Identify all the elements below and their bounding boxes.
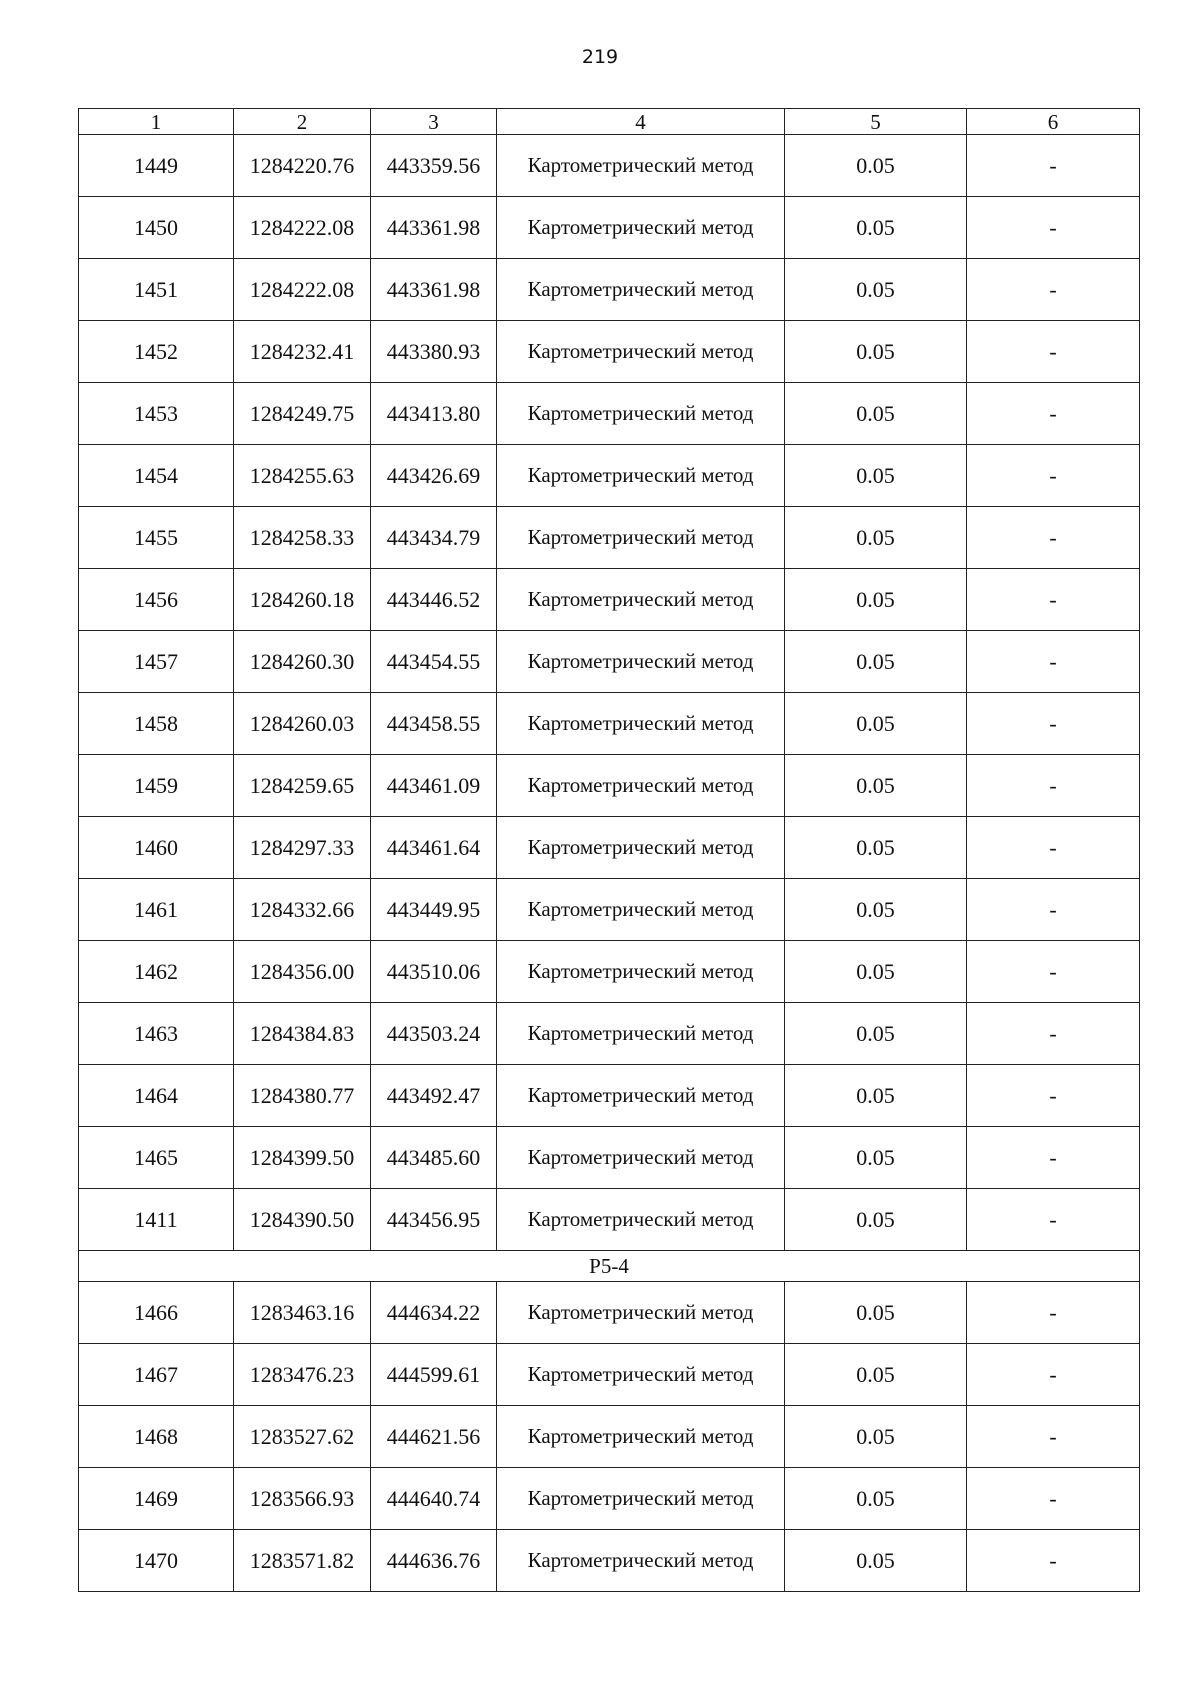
column-header: 5 [785, 109, 967, 135]
accuracy-cell: 0.05 [785, 321, 967, 383]
note-cell: - [967, 1282, 1140, 1344]
table-row [79, 1127, 1140, 1189]
accuracy-cell: 0.05 [785, 1127, 967, 1189]
point-number-cell: 1458 [79, 693, 234, 755]
table-row [79, 507, 1140, 569]
coordinate-x-cell: 1284384.83 [234, 1003, 371, 1065]
accuracy-cell: 0.05 [785, 383, 967, 445]
coordinate-y-cell: 443361.98 [371, 259, 497, 321]
note-cell: - [967, 1003, 1140, 1065]
method-cell: Картометрический метод [497, 197, 785, 259]
accuracy-cell: 0.05 [785, 1282, 967, 1344]
method-cell: Картометрический метод [497, 941, 785, 1003]
note-cell: - [967, 383, 1140, 445]
table-row [79, 1406, 1140, 1468]
coordinate-y-cell: 443461.64 [371, 817, 497, 879]
accuracy-cell: 0.05 [785, 879, 967, 941]
accuracy-cell: 0.05 [785, 817, 967, 879]
table-row [79, 1189, 1140, 1251]
table-row [79, 1468, 1140, 1530]
section-label: Р5-4 [79, 1251, 1140, 1282]
coordinate-y-cell: 443458.55 [371, 693, 497, 755]
coordinate-x-cell: 1284255.63 [234, 445, 371, 507]
coordinate-x-cell: 1284356.00 [234, 941, 371, 1003]
method-cell: Картометрический метод [497, 383, 785, 445]
table-row [79, 197, 1140, 259]
method-cell: Картометрический метод [497, 1127, 785, 1189]
method-cell: Картометрический метод [497, 1344, 785, 1406]
accuracy-cell: 0.05 [785, 135, 967, 197]
coordinate-x-cell: 1284380.77 [234, 1065, 371, 1127]
method-cell: Картометрический метод [497, 1065, 785, 1127]
accuracy-cell: 0.05 [785, 259, 967, 321]
point-number-cell: 1468 [79, 1406, 234, 1468]
coordinate-x-cell: 1283527.62 [234, 1406, 371, 1468]
method-cell: Картометрический метод [497, 879, 785, 941]
coordinate-x-cell: 1284259.65 [234, 755, 371, 817]
note-cell: - [967, 321, 1140, 383]
table-body-upper [79, 135, 1140, 1251]
table-row [79, 755, 1140, 817]
point-number-cell: 1469 [79, 1468, 234, 1530]
coordinate-x-cell: 1284222.08 [234, 259, 371, 321]
point-number-cell: 1470 [79, 1530, 234, 1592]
column-header: 2 [234, 109, 371, 135]
point-number-cell: 1453 [79, 383, 234, 445]
note-cell: - [967, 1065, 1140, 1127]
accuracy-cell: 0.05 [785, 1065, 967, 1127]
note-cell: - [967, 197, 1140, 259]
coordinate-x-cell: 1284220.76 [234, 135, 371, 197]
point-number-cell: 1460 [79, 817, 234, 879]
method-cell: Картометрический метод [497, 817, 785, 879]
coordinate-y-cell: 443380.93 [371, 321, 497, 383]
coordinate-y-cell: 443413.80 [371, 383, 497, 445]
coordinate-x-cell: 1284260.30 [234, 631, 371, 693]
coordinate-y-cell: 443449.95 [371, 879, 497, 941]
accuracy-cell: 0.05 [785, 1406, 967, 1468]
table-row [79, 693, 1140, 755]
coordinate-x-cell: 1284249.75 [234, 383, 371, 445]
point-number-cell: 1456 [79, 569, 234, 631]
column-header: 6 [967, 109, 1140, 135]
note-cell: - [967, 569, 1140, 631]
point-number-cell: 1457 [79, 631, 234, 693]
point-number-cell: 1450 [79, 197, 234, 259]
method-cell: Картометрический метод [497, 445, 785, 507]
accuracy-cell: 0.05 [785, 569, 967, 631]
table-row [79, 1530, 1140, 1592]
accuracy-cell: 0.05 [785, 1003, 967, 1065]
table-row [79, 1065, 1140, 1127]
method-cell: Картометрический метод [497, 135, 785, 197]
accuracy-cell: 0.05 [785, 1344, 967, 1406]
note-cell: - [967, 1127, 1140, 1189]
method-cell: Картометрический метод [497, 1282, 785, 1344]
point-number-cell: 1449 [79, 135, 234, 197]
method-cell: Картометрический метод [497, 693, 785, 755]
point-number-cell: 1411 [79, 1189, 234, 1251]
accuracy-cell: 0.05 [785, 1189, 967, 1251]
method-cell: Картометрический метод [497, 321, 785, 383]
note-cell: - [967, 879, 1140, 941]
table-row [79, 879, 1140, 941]
table-row [79, 1282, 1140, 1344]
point-number-cell: 1466 [79, 1282, 234, 1344]
coordinate-y-cell: 443492.47 [371, 1065, 497, 1127]
method-cell: Картометрический метод [497, 1406, 785, 1468]
coordinates-table [78, 108, 1140, 1592]
point-number-cell: 1452 [79, 321, 234, 383]
point-number-cell: 1461 [79, 879, 234, 941]
table-row [79, 321, 1140, 383]
method-cell: Картометрический метод [497, 1003, 785, 1065]
section-row [79, 1251, 1140, 1282]
note-cell: - [967, 1530, 1140, 1592]
coordinate-x-cell: 1283463.16 [234, 1282, 371, 1344]
table-row [79, 941, 1140, 1003]
header-row [79, 109, 1140, 135]
coordinate-y-cell: 443426.69 [371, 445, 497, 507]
note-cell: - [967, 941, 1140, 1003]
coordinate-x-cell: 1284260.03 [234, 693, 371, 755]
accuracy-cell: 0.05 [785, 941, 967, 1003]
coordinate-x-cell: 1284222.08 [234, 197, 371, 259]
note-cell: - [967, 1406, 1140, 1468]
point-number-cell: 1451 [79, 259, 234, 321]
note-cell: - [967, 631, 1140, 693]
coordinate-y-cell: 443359.56 [371, 135, 497, 197]
table-row [79, 817, 1140, 879]
coordinate-x-cell: 1283571.82 [234, 1530, 371, 1592]
column-header: 1 [79, 109, 234, 135]
coordinate-x-cell: 1284260.18 [234, 569, 371, 631]
accuracy-cell: 0.05 [785, 755, 967, 817]
table-row [79, 445, 1140, 507]
point-number-cell: 1463 [79, 1003, 234, 1065]
note-cell: - [967, 1344, 1140, 1406]
accuracy-cell: 0.05 [785, 693, 967, 755]
table-body-lower [79, 1282, 1140, 1592]
method-cell: Картометрический метод [497, 1530, 785, 1592]
coordinate-x-cell: 1284297.33 [234, 817, 371, 879]
column-header: 4 [497, 109, 785, 135]
method-cell: Картометрический метод [497, 259, 785, 321]
note-cell: - [967, 507, 1140, 569]
note-cell: - [967, 755, 1140, 817]
point-number-cell: 1455 [79, 507, 234, 569]
method-cell: Картометрический метод [497, 755, 785, 817]
table-row [79, 1003, 1140, 1065]
coordinate-x-cell: 1283566.93 [234, 1468, 371, 1530]
coordinate-y-cell: 443503.24 [371, 1003, 497, 1065]
accuracy-cell: 0.05 [785, 631, 967, 693]
point-number-cell: 1464 [79, 1065, 234, 1127]
coordinate-y-cell: 443456.95 [371, 1189, 497, 1251]
table-row [79, 383, 1140, 445]
note-cell: - [967, 1468, 1140, 1530]
table-row [79, 569, 1140, 631]
accuracy-cell: 0.05 [785, 1530, 967, 1592]
page-number: 219 [581, 46, 619, 68]
coordinate-y-cell: 443454.55 [371, 631, 497, 693]
accuracy-cell: 0.05 [785, 507, 967, 569]
coordinate-y-cell: 444621.56 [371, 1406, 497, 1468]
table-row [79, 135, 1140, 197]
coordinate-x-cell: 1284399.50 [234, 1127, 371, 1189]
note-cell: - [967, 135, 1140, 197]
coordinate-x-cell: 1284332.66 [234, 879, 371, 941]
coordinate-x-cell: 1284390.50 [234, 1189, 371, 1251]
point-number-cell: 1459 [79, 755, 234, 817]
coordinate-y-cell: 444599.61 [371, 1344, 497, 1406]
coordinate-y-cell: 443361.98 [371, 197, 497, 259]
accuracy-cell: 0.05 [785, 197, 967, 259]
method-cell: Картометрический метод [497, 1189, 785, 1251]
note-cell: - [967, 259, 1140, 321]
note-cell: - [967, 1189, 1140, 1251]
coordinate-y-cell: 444636.76 [371, 1530, 497, 1592]
note-cell: - [967, 817, 1140, 879]
method-cell: Картометрический метод [497, 507, 785, 569]
coordinate-y-cell: 443446.52 [371, 569, 497, 631]
table-header [79, 109, 1140, 135]
note-cell: - [967, 693, 1140, 755]
column-header: 3 [371, 109, 497, 135]
note-cell: - [967, 445, 1140, 507]
table-row [79, 259, 1140, 321]
table-row [79, 631, 1140, 693]
accuracy-cell: 0.05 [785, 1468, 967, 1530]
point-number-cell: 1462 [79, 941, 234, 1003]
point-number-cell: 1454 [79, 445, 234, 507]
point-number-cell: 1467 [79, 1344, 234, 1406]
coordinate-y-cell: 444640.74 [371, 1468, 497, 1530]
method-cell: Картометрический метод [497, 631, 785, 693]
coordinate-y-cell: 443485.60 [371, 1127, 497, 1189]
method-cell: Картометрический метод [497, 1468, 785, 1530]
coordinate-x-cell: 1284258.33 [234, 507, 371, 569]
coordinate-y-cell: 443510.06 [371, 941, 497, 1003]
accuracy-cell: 0.05 [785, 445, 967, 507]
point-number-cell: 1465 [79, 1127, 234, 1189]
coordinate-y-cell: 444634.22 [371, 1282, 497, 1344]
section-divider [79, 1251, 1140, 1282]
table-row [79, 1344, 1140, 1406]
coordinate-y-cell: 443461.09 [371, 755, 497, 817]
coordinate-y-cell: 443434.79 [371, 507, 497, 569]
coordinate-x-cell: 1284232.41 [234, 321, 371, 383]
method-cell: Картометрический метод [497, 569, 785, 631]
coordinate-x-cell: 1283476.23 [234, 1344, 371, 1406]
